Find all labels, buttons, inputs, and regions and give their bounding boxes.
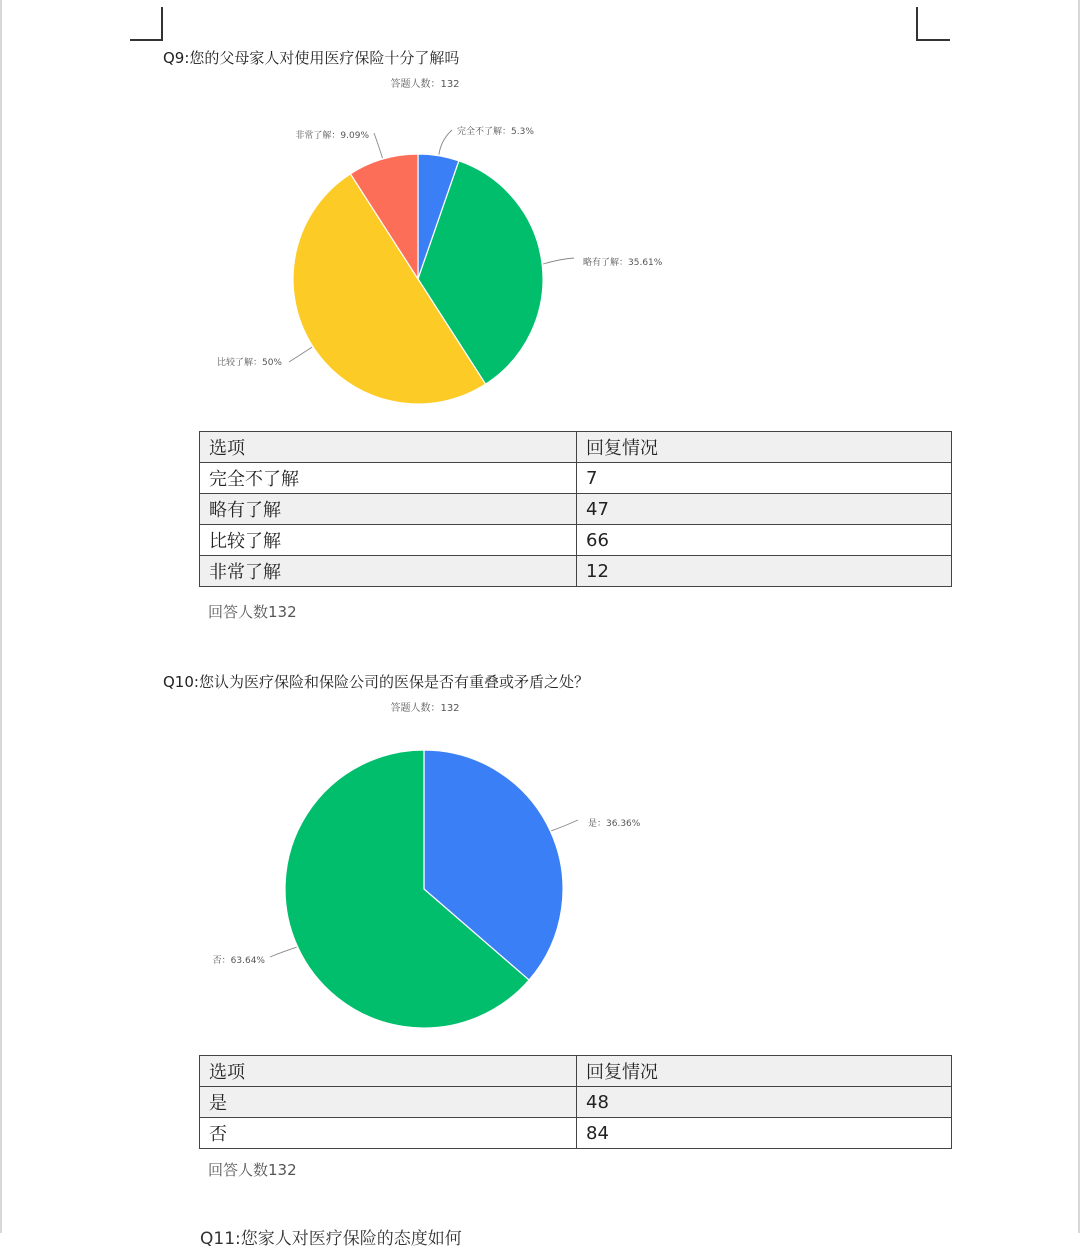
table-row — [200, 525, 952, 556]
pie-data-label-2: 否：63.64% — [212, 956, 265, 966]
table-header-row — [200, 1056, 952, 1087]
q10-answer-count: 回答人数132 — [208, 1161, 297, 1179]
pie-leader-line-1 — [439, 130, 452, 155]
header-option: 选项 — [200, 1056, 577, 1087]
q9-respondents-label: 答题人数：132 — [390, 79, 460, 90]
q9-response-table — [199, 431, 952, 587]
crop-mark-right-vertical — [916, 7, 918, 41]
q9-answer-count: 回答人数132 — [208, 603, 297, 621]
pie-data-label-4: 非常了解：9.09% — [295, 131, 369, 141]
option-cell: 非常了解 — [200, 556, 577, 587]
crop-mark-left-horizontal — [130, 39, 163, 41]
table-row — [200, 556, 952, 587]
pie-data-label-1: 是：36.36% — [588, 819, 641, 829]
pie-leader-line-2 — [270, 947, 297, 957]
header-responses: 回复情况 — [577, 1056, 952, 1087]
option-cell: 完全不了解 — [200, 463, 577, 494]
header-responses: 回复情况 — [577, 432, 952, 463]
q10-response-table — [199, 1055, 952, 1149]
pie-leader-line-1 — [551, 820, 578, 831]
count-cell: 48 — [577, 1087, 952, 1118]
count-cell: 47 — [577, 494, 952, 525]
q10-respondents-label: 答题人数：132 — [390, 703, 460, 714]
option-cell: 比较了解 — [200, 525, 577, 556]
crop-mark-right-horizontal — [916, 39, 950, 41]
count-cell: 84 — [577, 1118, 952, 1149]
pie-leader-line-2 — [543, 258, 574, 264]
table-header-row — [200, 432, 952, 463]
count-cell: 66 — [577, 525, 952, 556]
table-row — [200, 1087, 952, 1118]
q10-title: Q10:您认为医疗保险和保险公司的医保是否有重叠或矛盾之处？ — [163, 673, 589, 691]
count-cell: 12 — [577, 556, 952, 587]
pie-data-label-1: 完全不了解：5.3% — [457, 127, 534, 137]
q9-title: Q9:您的父母家人对使用医疗保险十分了解吗 — [163, 49, 460, 67]
q10-pie-chart — [0, 694, 1080, 1039]
table-row — [200, 1118, 952, 1149]
next-question-title-cut: Q11:您家人对医疗保险的态度如何 — [200, 1229, 462, 1249]
pie-data-label-3: 比较了解：50% — [216, 358, 282, 368]
crop-mark-left-vertical — [161, 7, 163, 41]
pie-data-label-2: 略有了解：35.61% — [583, 258, 663, 268]
option-cell: 略有了解 — [200, 494, 577, 525]
q9-pie-chart — [0, 70, 1080, 420]
option-cell: 是 — [200, 1087, 577, 1118]
pie-leader-line-3 — [289, 347, 312, 362]
option-cell: 否 — [200, 1118, 577, 1149]
count-cell: 7 — [577, 463, 952, 494]
header-option: 选项 — [200, 432, 577, 463]
table-row — [200, 463, 952, 494]
table-row — [200, 494, 952, 525]
pie-leader-line-4 — [374, 133, 383, 158]
